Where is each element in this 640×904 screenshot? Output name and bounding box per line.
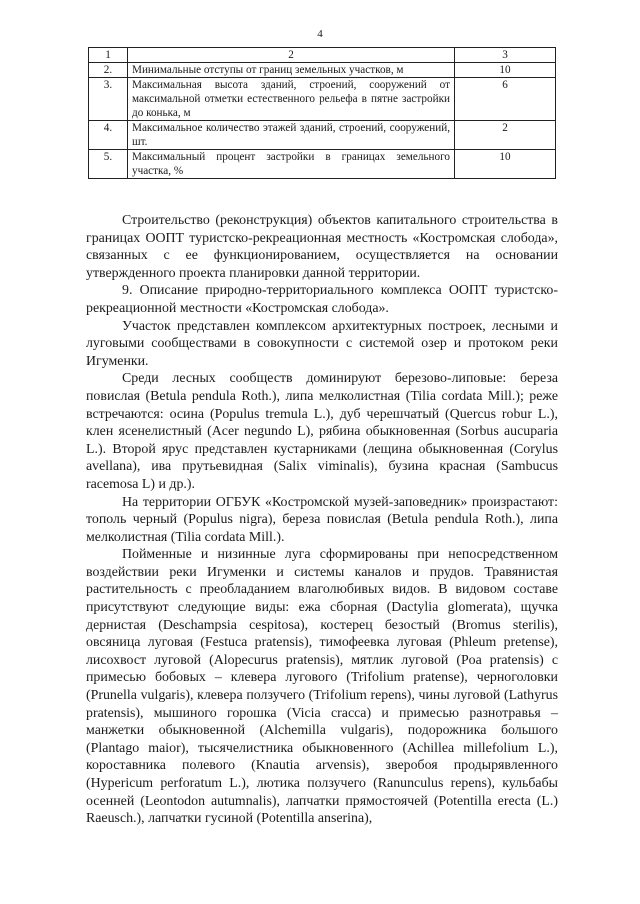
paragraph: Пойменные и низинные луга сформированы при непосредственном воздействии реки Игуменки и системы каналов и прудов. Травянистая растительность с преобладанием влаголюбивых видов. В видовом составе присутствуют следующие виды: ежа сборная (Dactylia glomerata), щучка дернистая (Deschampsia cespitosa), костерец безостый (Bromus sterilis), овсяница луговая (Festuca pratensis), тимофеевка луговая (Phleum pretense), лисохвост луговой (Alopecurus pratensis), мятлик луговой (Poa pratensis) с примесью бобовых – клевера лугового (Trifolium pratense), черноголовки (Prunella vulgaris), клевера ползучего (Trifolium repens), чины луговой (Lathyrus pratensis), мышиного горошка (Vicia cracca) и примесью разнотравья – манжетки обыкновенной (Alchemilla vulgaris), подорожника большого (Plantago maior), тысячелистника обыкновенного (Achillea millefolium L.), короставника полевого (Knautia arvensis), зверобоя продырявленного (Hypericum perforatum L.), лютика ползучего (Ranunculus repens), кульбабы осенней (Leontodon autumnalis), лапчатки прямостоячей (Potentilla erecta (L.) Raeusch.), лапчатки гусиной (Potentilla anserina), xyxy=(86,547,558,827)
table-header-cell: 1 xyxy=(89,48,128,63)
row-parameter: Максимальная высота зданий, строений, сооружений от максимальной отметки естественного рельефа в пятне застройки до конька, м xyxy=(128,78,455,121)
paragraph: Среди лесных сообществ доминируют березово-липовые: береза повислая (Betula pendula Roth.), липа мелколистная (Tilia cordata Mill.); реже встречаются: осина (Populus tremula L.), дуб черешчатый (Quercus robur L.), клен ясенелистный (Acer negundo L), рябина обыкновенная (Sorbus aucuparia L.). Второй ярус представлен кустарниками (лещина обыкновенная (Corylus avellana), ива прутьевидная (Salix viminalis), бузина красная (Sambucus racemosa L) и др.). xyxy=(86,371,558,492)
paragraph: Участок представлен комплексом архитектурных построек, лесными и луговыми сообществами в совокупности с системой озер и протоком реки Игуменки. xyxy=(86,318,558,369)
row-value: 2 xyxy=(455,121,556,150)
table-row xyxy=(89,121,556,150)
paragraph: На территории ОГБУК «Костромской музей-заповедник» произрастают: тополь черный (Populus nigra), береза повислая (Betula pendula Roth.), липа мелколистная (Tilia cordata Mill.). xyxy=(86,494,558,545)
row-value: 10 xyxy=(455,63,556,78)
table-header-row xyxy=(89,48,556,63)
table-row xyxy=(89,78,556,121)
parameters-table xyxy=(88,47,556,179)
row-number: 4. xyxy=(89,121,128,150)
table-row xyxy=(89,150,556,179)
row-parameter: Максимальный процент застройки в границах земельного участка, % xyxy=(128,150,455,179)
row-number: 3. xyxy=(89,78,128,121)
paragraph: Строительство (реконструкция) объектов капитального строительства в границах ООПТ туристско-рекреационная местность «Костромская слобода», связанных с ее функционированием, осуществляется на основании утвержденного проекта планировки данной территории. xyxy=(86,213,558,281)
table-row xyxy=(89,63,556,78)
row-value: 10 xyxy=(455,150,556,179)
table-header-cell: 3 xyxy=(455,48,556,63)
row-parameter: Минимальные отступы от границ земельных участков, м xyxy=(128,63,455,78)
body-text xyxy=(86,212,558,828)
row-parameter: Максимальное количество этажей зданий, строений, сооружений, шт. xyxy=(128,121,455,150)
row-number: 2. xyxy=(89,63,128,78)
page-number: 4 xyxy=(317,28,323,40)
row-value: 6 xyxy=(455,78,556,121)
section-heading: 9. Описание природно-территориального комплекса ООПТ туристско-рекреационной местности «Костромская слобода». xyxy=(86,283,558,316)
table-header-cell: 2 xyxy=(128,48,455,63)
row-number: 5. xyxy=(89,150,128,179)
